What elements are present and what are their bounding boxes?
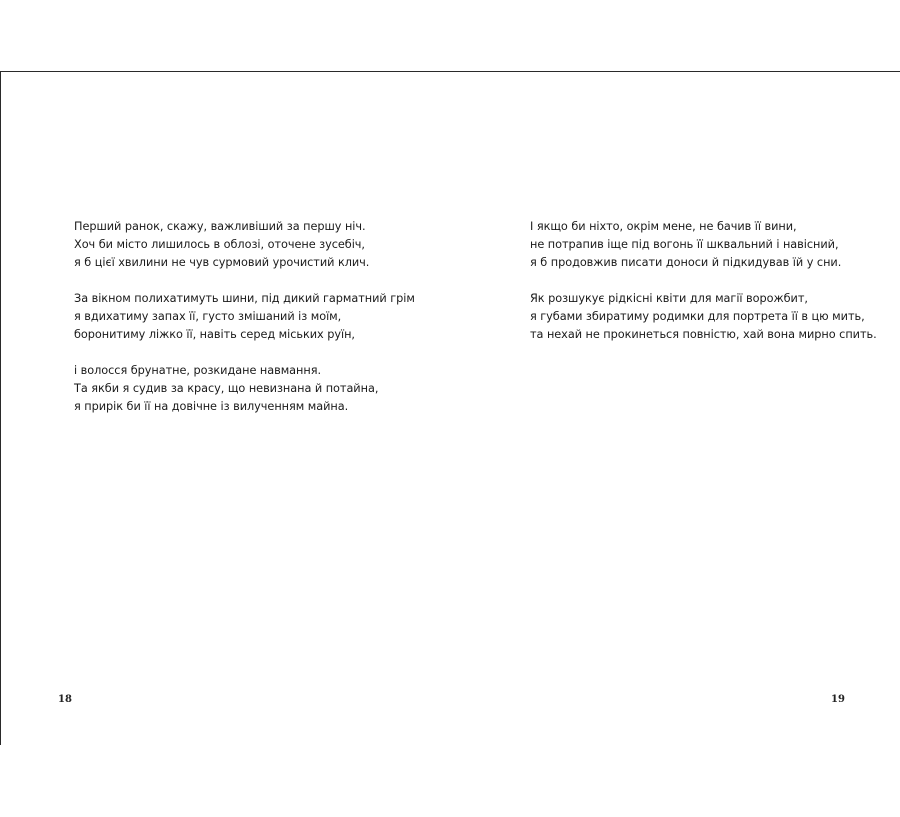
poem-line: я губами збиратиму родимки для портрета її в цю мить, [530,310,865,323]
left-poem [74,218,415,434]
poem-line: я прирік би її на довічне із вилученням майна. [74,400,349,413]
poem-line: За вікном полихатимуть шини, під дикий гарматний грім [74,292,415,305]
poem-line: я вдихатиму запах її, густо змішаний із моїм, [74,310,342,323]
poem-line: Хоч би місто лишилось в облозі, оточене зусебіч, [74,238,365,251]
poem-line: Перший ранок, скажу, важливіший за першу ніч. [74,220,366,233]
right-poem [530,218,877,362]
stanza [530,290,877,344]
right-page [451,72,900,746]
poem-line: Та якби я судив за красу, що невизнана й потайна, [74,382,379,395]
stanza [74,290,415,344]
poem-line: боронитиму ліжко її, навіть серед міських руїн, [74,328,355,341]
book-spread [0,71,900,745]
poem-line: не потрапив іще під вогонь її шквальний і навісний, [530,238,839,251]
page-number-right: 19 [831,694,845,705]
stanza [74,218,415,272]
poem-line: Як розшукує рідкісні квіти для магії ворожбит, [530,292,808,305]
page-number-left: 18 [58,694,72,705]
poem-line: і волосся брунатне, розкидане навмання. [74,364,322,377]
left-page [1,72,451,746]
poem-line: та нехай не прокинеться повністю, хай вона мирно спить. [530,328,877,341]
poem-line: І якщо би ніхто, окрім мене, не бачив її вини, [530,220,797,233]
poem-line: я б цієї хвилини не чув сурмовий урочистий клич. [74,256,370,269]
stanza [530,218,877,272]
poem-line: я б продовжив писати доноси й підкидував їй у сни. [530,256,842,269]
stanza [74,362,415,416]
